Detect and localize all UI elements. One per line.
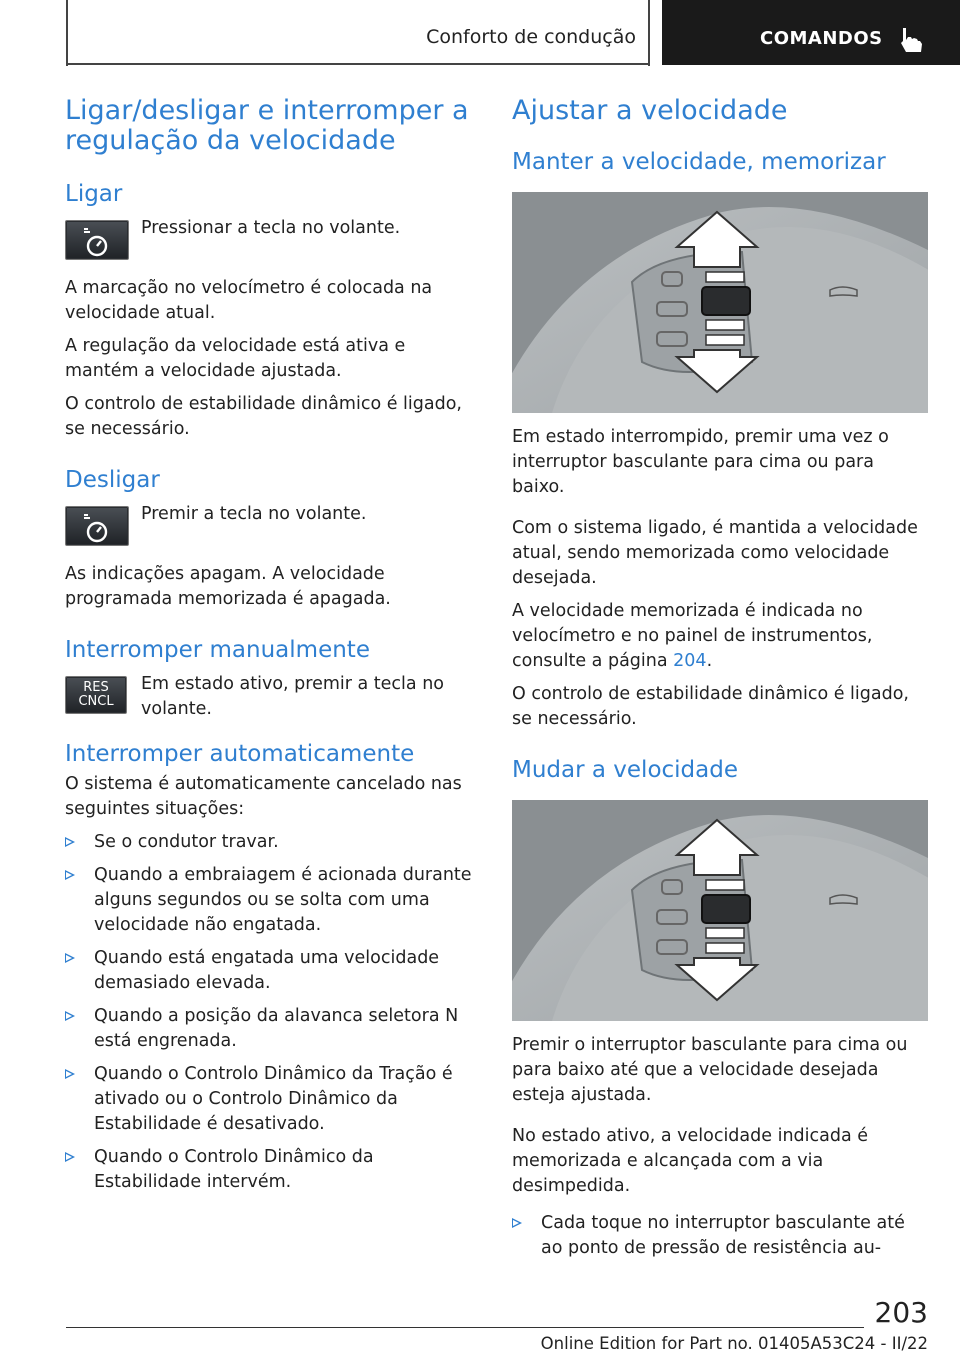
bullet-triangle-icon	[65, 870, 75, 880]
mudar-heading: Mudar a velocidade	[512, 757, 738, 783]
steering-wheel-rocker-icon	[512, 800, 928, 1021]
left-main-heading: Ligar/desligar e interromper a regulação da velocidade	[65, 95, 469, 156]
list-item: Quando o Controlo Dinâmico da Tração é ativado ou o Controlo Dinâmico da Estabilidade é desativado.	[65, 1062, 477, 1137]
steering-wheel-rocker-icon	[512, 192, 928, 413]
auto-intro: O sistema é automaticamente cancelado nas seguintes situações:	[65, 774, 462, 819]
list-item: Quando a posição da alavanca seletora N está engrenada.	[65, 1004, 477, 1054]
manter-paragraph-3: A velocidade memorizada é indicada no velocímetro e no painel de instrumentos, consulte a página 204.	[512, 601, 873, 671]
header-section-title: Conforto de condução	[426, 26, 636, 48]
mudar-list	[512, 1211, 928, 1261]
ligar-key-text: Pressionar a tecla no volante.	[141, 218, 401, 238]
mudar-paragraph-2: No estado ativo, a velocidade indicada é memorizada e alcançada com a via desimpedida.	[512, 1126, 869, 1196]
right-column	[512, 96, 928, 1269]
ligar-key-row	[65, 216, 477, 276]
speedometer-key	[65, 506, 129, 546]
desligar-heading: Desligar	[65, 467, 160, 493]
list-item: Cada toque no interruptor basculante até ao ponto de pressão de resistência au-	[512, 1211, 928, 1261]
manual-heading: Interromper manualmente	[65, 637, 370, 663]
footer-divider	[66, 1327, 864, 1328]
header-divider-right	[648, 0, 650, 66]
auto-heading: Interromper automaticamente	[65, 741, 415, 767]
bullet-triangle-icon	[65, 1069, 75, 1079]
res-cncl-key	[65, 676, 127, 714]
ligar-heading: Ligar	[65, 181, 123, 207]
page-link[interactable]: 204	[673, 651, 707, 671]
mudar-paragraph-1: Premir o interruptor basculante para cima ou para baixo até que a velocidade desejada esteja ajustada.	[512, 1035, 908, 1105]
ligar-paragraph-1: A marcação no velocímetro é colocada na velocidade atual.	[65, 278, 433, 323]
manual-key-text: Em estado ativo, premir a tecla no volante.	[141, 674, 444, 719]
footer-edition: Online Edition for Part no. 01405A53C24 - II/22	[540, 1334, 928, 1353]
auto-list	[65, 830, 477, 1195]
manter-paragraph-1: Em estado interrompido, premir uma vez o interruptor basculante para cima ou para baixo.	[512, 427, 889, 497]
right-main-heading: Ajustar a velocidade	[512, 95, 788, 126]
steering-wheel-photo	[512, 192, 928, 413]
desligar-paragraph: As indicações apagam. A velocidade programada memorizada é apagada.	[65, 564, 391, 609]
steering-wheel-photo	[512, 800, 928, 1021]
ligar-paragraph-2: A regulação da velocidade está ativa e mantém a velocidade ajustada.	[65, 336, 406, 381]
speedometer-key	[65, 220, 129, 260]
bullet-triangle-icon	[65, 837, 75, 847]
list-item: Se o condutor travar.	[65, 830, 477, 855]
list-item: Quando o Controlo Dinâmico da Estabilidade intervém.	[65, 1145, 477, 1195]
manual-key-row	[65, 672, 477, 740]
header-divider-bottom	[66, 63, 650, 65]
res-key-label: RES	[83, 680, 109, 695]
manter-paragraph-4: O controlo de estabilidade dinâmico é ligado, se necessário.	[512, 684, 909, 729]
manter-heading: Manter a velocidade, memorizar	[512, 149, 886, 175]
speedometer-icon	[66, 507, 128, 545]
pointing-hand-icon	[898, 26, 924, 54]
list-item: Quando a embraiagem é acionada durante alguns segundos ou se solta com uma velocidade não engatada.	[65, 863, 477, 938]
list-item: Quando está engatada uma velocidade demasiado elevada.	[65, 946, 477, 996]
bullet-triangle-icon	[512, 1218, 522, 1228]
left-column	[65, 96, 477, 1203]
ligar-paragraph-3: O controlo de estabilidade dinâmico é ligado, se necessário.	[65, 394, 462, 439]
bullet-triangle-icon	[65, 1011, 75, 1021]
bullet-triangle-icon	[65, 953, 75, 963]
speedometer-icon	[66, 221, 128, 259]
cncl-key-label: CNCL	[78, 694, 114, 709]
header-chapter-label: COMANDOS	[760, 28, 883, 49]
header-chapter-tab[interactable]	[662, 0, 960, 65]
desligar-key-row	[65, 502, 477, 562]
desligar-key-text: Premir a tecla no volante.	[141, 504, 367, 524]
bullet-triangle-icon	[65, 1152, 75, 1162]
manter-paragraph-2: Com o sistema ligado, é mantida a velocidade atual, sendo memorizada como velocidade desejada.	[512, 518, 918, 588]
page-number: 203	[874, 1296, 928, 1329]
